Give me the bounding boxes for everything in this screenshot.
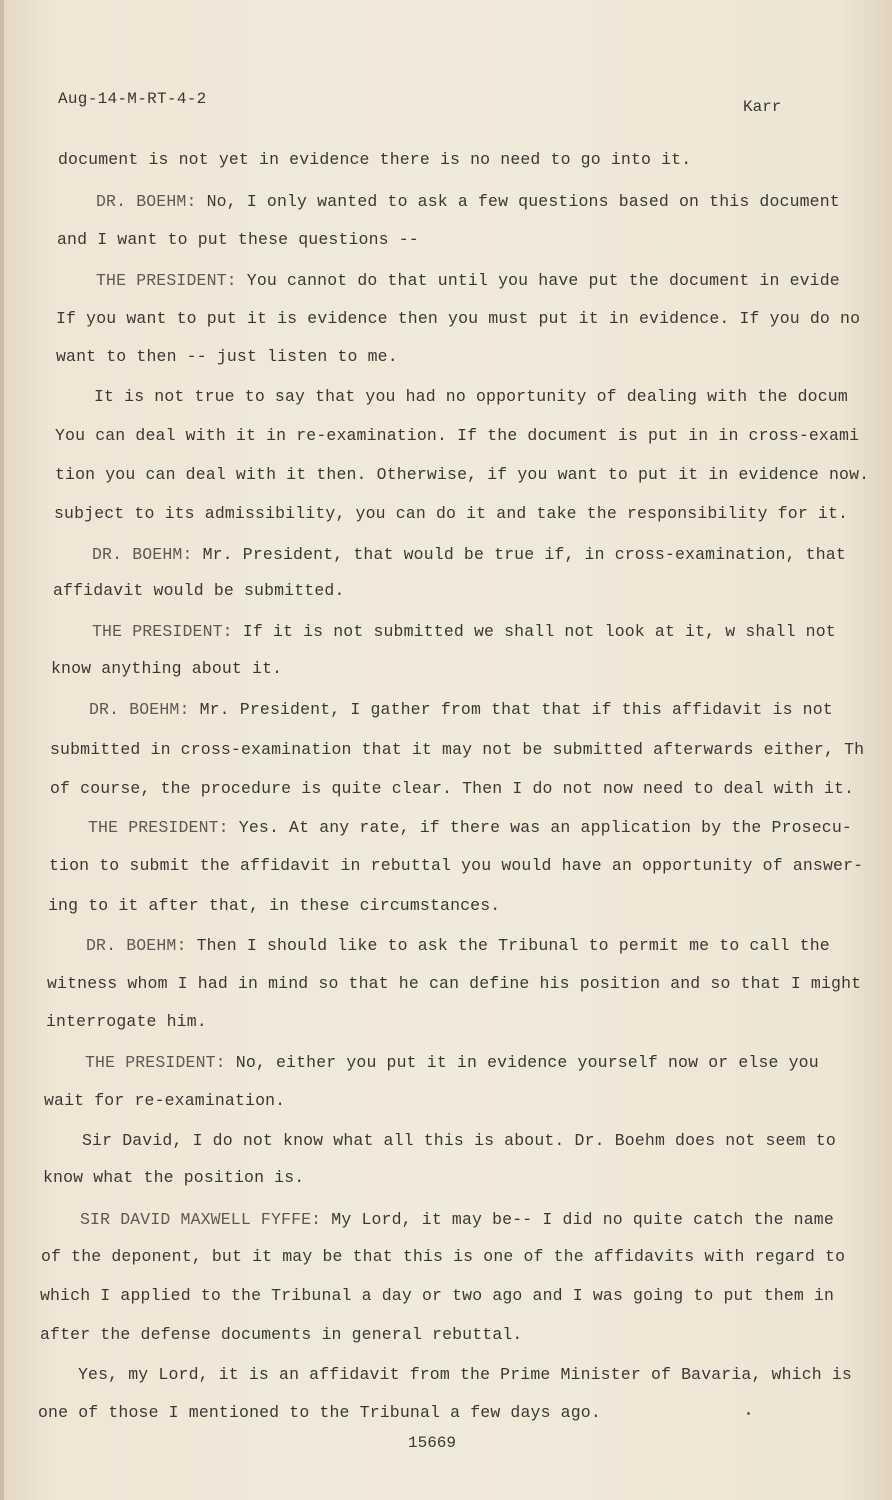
line-text: If you want to put it is evidence then you must put it in evidence. If you do no	[56, 309, 861, 328]
line-text: ing to it after that, in these circumstances.	[48, 896, 501, 915]
line-text: If it is not submitted we shall not look at it, w shall not	[232, 622, 836, 641]
transcript-line	[89, 700, 833, 719]
line-text: Mr. President, I gather from that that if this affidavit is not	[189, 700, 833, 719]
line-text: You cannot do that until you have put the document in evide	[236, 271, 840, 290]
line-text: tion to submit the affidavit in rebuttal you would have an opportunity of answer-	[49, 856, 864, 875]
transcript-line	[43, 1168, 304, 1187]
line-text: Yes. At any rate, if there was an application by the Prosecu-	[228, 818, 852, 837]
speaker-label: THE PRESIDENT:	[88, 818, 229, 837]
transcript-line	[96, 192, 840, 211]
line-text: want to then -- just listen to me.	[56, 347, 398, 366]
reporter-name: Karr	[743, 98, 782, 116]
line-text: wait for re-examination.	[44, 1091, 286, 1110]
line-text: one of those I mentioned to the Tribunal a few days ago.	[38, 1403, 601, 1422]
transcript-line	[92, 622, 836, 641]
transcript-line	[88, 818, 852, 837]
line-text: Then I should like to ask the Tribunal to permit me to call the	[186, 936, 830, 955]
transcript-line	[47, 974, 861, 993]
transcript-line	[50, 740, 864, 759]
transcript-line	[82, 1131, 836, 1150]
line-text: witness whom I had in mind so that he can define his position and so that I might	[47, 974, 862, 993]
document-reference: Aug-14-M-RT-4-2	[58, 90, 207, 108]
line-text: of the deponent, but it may be that this is one of the affidavits with regard to	[41, 1247, 846, 1266]
line-text: which I applied to the Tribunal a day or two ago and I was going to put them in	[40, 1286, 835, 1305]
transcript-line	[96, 271, 840, 290]
line-text: document is not yet in evidence there is no need to go into it.	[58, 150, 692, 169]
transcript-line	[56, 309, 860, 328]
line-text: affidavit would be submitted.	[53, 581, 345, 600]
speaker-label: SIR DAVID MAXWELL FYFFE:	[80, 1210, 322, 1229]
transcript-line	[55, 465, 869, 484]
transcript-line	[85, 1053, 819, 1072]
transcript-line	[46, 1012, 207, 1031]
speaker-label: DR. BOEHM:	[86, 936, 187, 955]
page-edge	[0, 0, 4, 1500]
line-text: tion you can deal with it then. Otherwise, if you want to put it in evidence now.	[55, 465, 870, 484]
line-text: It is not true to say that you had no opportunity of dealing with the docum	[94, 387, 848, 406]
ink-dot	[747, 1412, 750, 1415]
transcript-line	[94, 387, 848, 406]
transcript-line	[54, 504, 848, 523]
transcript-line	[40, 1286, 834, 1305]
line-text: submitted in cross-examination that it may not be submitted afterwards either, Th	[50, 740, 865, 759]
transcript-line	[80, 1210, 834, 1229]
speaker-label: THE PRESIDENT:	[85, 1053, 226, 1072]
line-text: interrogate him.	[46, 1012, 207, 1031]
transcript-line	[44, 1091, 285, 1110]
line-text: after the defense documents in general rebuttal.	[40, 1325, 523, 1344]
transcript-line	[55, 426, 859, 445]
transcript-line	[86, 936, 830, 955]
page-number: 15669	[408, 1434, 457, 1452]
line-text: know anything about it.	[51, 659, 283, 678]
transcript-line	[40, 1325, 522, 1344]
speaker-label: DR. BOEHM:	[89, 700, 190, 719]
line-text: and I want to put these questions --	[57, 230, 419, 249]
line-text: Mr. President, that would be true if, in cross-examination, that	[192, 545, 846, 564]
line-text: Sir David, I do not know what all this is about. Dr. Boehm does not seem to	[82, 1131, 836, 1150]
line-text: You can deal with it in re-examination. If the document is put in in cross-exami	[55, 426, 860, 445]
transcript-line	[92, 545, 846, 564]
line-text: My Lord, it may be-- I did no quite catch the name	[321, 1210, 834, 1229]
transcript-line	[49, 856, 863, 875]
transcript-line	[41, 1247, 845, 1266]
line-text: subject to its admissibility, you can do it and take the responsibility for it.	[54, 504, 849, 523]
transcript-line	[48, 896, 500, 915]
transcript-line	[50, 779, 854, 798]
transcript-line	[58, 150, 691, 169]
line-text: of course, the procedure is quite clear. Then I do not now need to deal with it.	[50, 779, 855, 798]
line-text: know what the position is.	[43, 1168, 305, 1187]
speaker-label: THE PRESIDENT:	[92, 622, 233, 641]
transcript-line	[57, 230, 419, 249]
speaker-label: DR. BOEHM:	[96, 192, 197, 211]
transcript-line	[53, 581, 345, 600]
speaker-label: THE PRESIDENT:	[96, 271, 237, 290]
transcript-line	[51, 659, 282, 678]
line-text: No, I only wanted to ask a few questions based on this document	[196, 192, 840, 211]
transcript-line	[56, 347, 398, 366]
transcript-line	[78, 1365, 852, 1384]
speaker-label: DR. BOEHM:	[92, 545, 193, 564]
transcript-line	[38, 1403, 601, 1422]
line-text: Yes, my Lord, it is an affidavit from the Prime Minister of Bavaria, which is	[78, 1365, 852, 1384]
line-text: No, either you put it in evidence yourself now or else you	[225, 1053, 819, 1072]
